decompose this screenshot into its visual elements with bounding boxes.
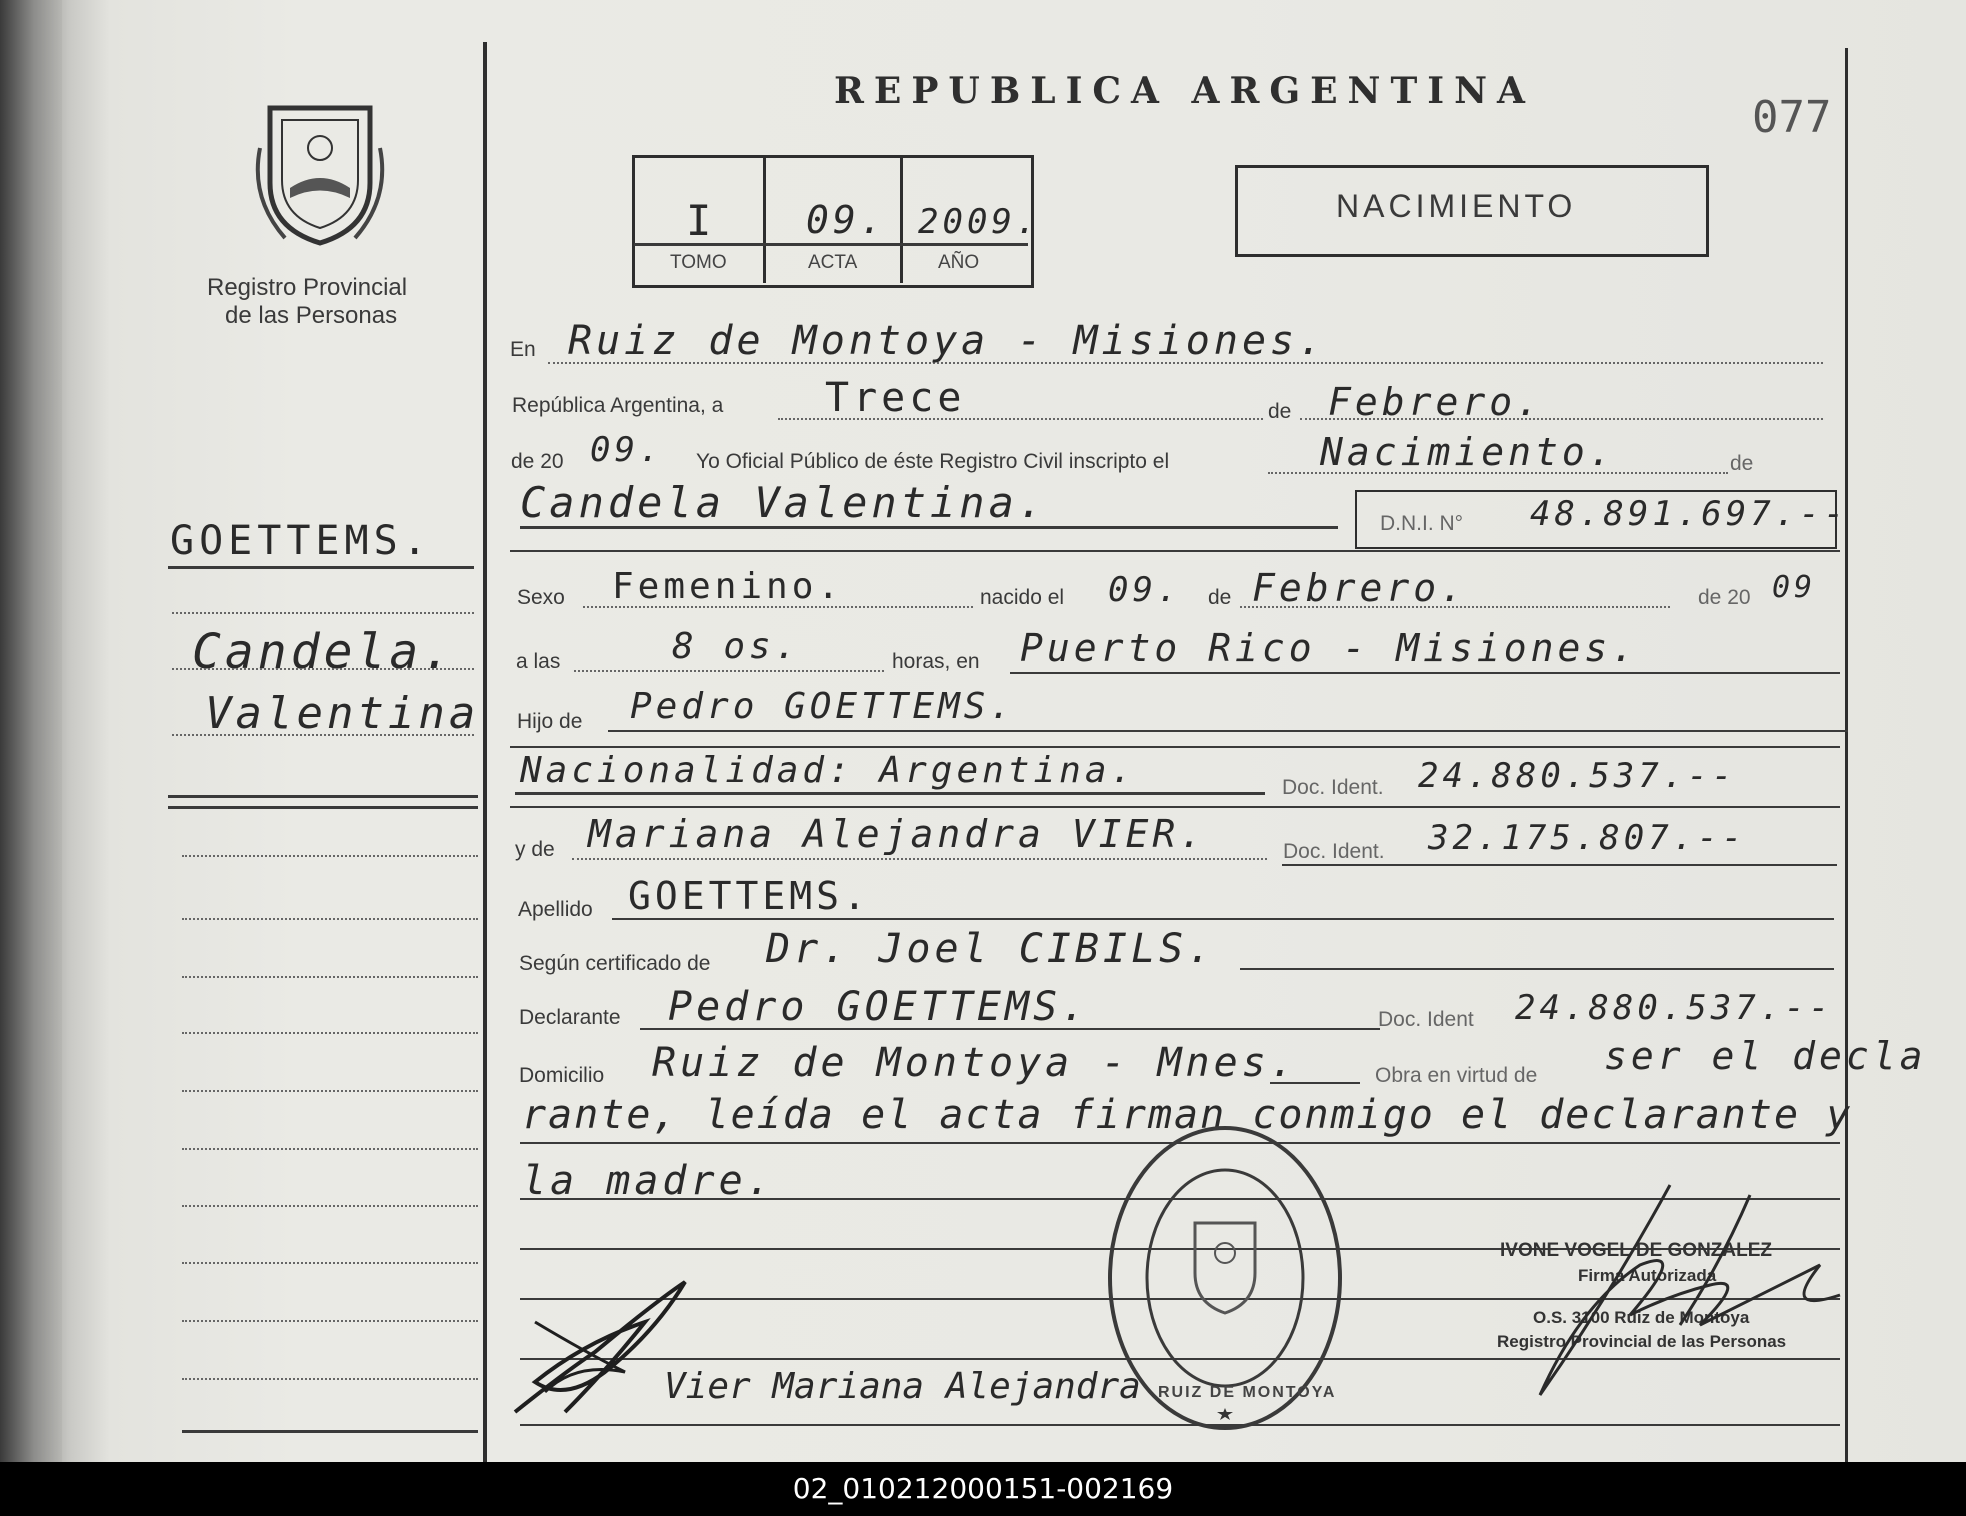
margin-given-name-2: Valentina — [205, 688, 480, 739]
obra-value: ser el decla — [1604, 1034, 1927, 1078]
margin-rule — [182, 1032, 478, 1034]
acta-label: ACTA — [808, 252, 858, 273]
ano-value: 2009. — [918, 202, 1041, 242]
mother-line — [572, 858, 1267, 860]
name-line — [520, 526, 1338, 529]
acta-value: 09. — [806, 198, 887, 242]
registry-name-line1: Registro Provincial — [207, 274, 408, 301]
birth-month-value: Febrero. — [1252, 566, 1468, 610]
record-box-divider — [900, 157, 903, 283]
certificado-value: Dr. Joel CIBILS. — [766, 926, 1216, 972]
margin-rule — [172, 734, 474, 736]
nationality-value: Nacionalidad: Argentina. — [520, 750, 1137, 791]
margin-rule — [172, 668, 474, 670]
country-title: REPUBLICA ARGENTINA — [834, 70, 1535, 112]
margin-rule — [168, 795, 478, 798]
official-registry: Registro Provincial de las Personas — [1497, 1332, 1787, 1351]
image-caption: 02_010212000151-002169 — [0, 1462, 1966, 1516]
declarante-value: Pedro GOETTEMS. — [668, 984, 1090, 1030]
margin-rule — [182, 976, 478, 978]
margin-rule — [182, 1090, 478, 1092]
tomo-label: TOMO — [670, 252, 727, 273]
record-type: NACIMIENTO — [1336, 188, 1577, 224]
birth-year-prefix: de 20 — [1698, 586, 1751, 609]
margin-given-name-1: Candela. — [192, 624, 456, 680]
birth-day-value: 09. — [1108, 570, 1182, 610]
mother-signature: Vier Mariana Alejandra — [664, 1366, 1141, 1407]
margin-rule — [182, 1320, 478, 1322]
a-las-label: a las — [516, 650, 561, 673]
oficial-label: Yo Oficial Público de éste Registro Civil inscripto el — [696, 450, 1170, 473]
month-value: Febrero. — [1328, 380, 1544, 424]
declarante-label: Declarante — [519, 1006, 621, 1029]
father-doc-value: 24.880.537.-- — [1418, 756, 1737, 796]
tomo-value: I — [686, 196, 716, 245]
separator-rule — [510, 550, 1840, 552]
official-signature — [1520, 1175, 1850, 1415]
official-role: Firma Autorizada — [1578, 1266, 1717, 1285]
birth-place-value: Puerto Rico - Misiones. — [1020, 626, 1639, 670]
apellido-label: Apellido — [518, 898, 593, 921]
year-value: 09. — [590, 430, 664, 470]
de-label: de — [1268, 400, 1292, 423]
sexo-label: Sexo — [517, 586, 565, 609]
mother-doc-value: 32.175.807.-- — [1428, 818, 1747, 858]
margin-rule — [182, 1378, 478, 1380]
doc-ident-label-2: Doc. Ident. — [1283, 840, 1385, 863]
separator-rule — [1282, 864, 1837, 866]
obra-continuation-1: rante, leída el acta firman conmigo el declarante y — [522, 1092, 1853, 1138]
sexo-value: Femenino. — [612, 566, 844, 607]
column-divider — [483, 42, 487, 1462]
dni-label: D.N.I. N° — [1380, 512, 1464, 535]
margin-rule — [172, 612, 474, 614]
nationality-line — [515, 792, 1265, 795]
y-de-label: y de — [515, 838, 555, 861]
father-line — [608, 730, 1848, 732]
apellido-value: GOETTEMS. — [628, 874, 870, 918]
certificado-label: Según certificado de — [519, 952, 711, 975]
dni-value: 48.891.697.-- — [1530, 494, 1849, 534]
margin-rule — [168, 806, 478, 809]
margin-rule — [182, 1430, 478, 1433]
obra-label: Obra en virtud de — [1375, 1064, 1538, 1087]
registry-name-line2: de las Personas — [225, 302, 398, 329]
hour-line — [574, 670, 884, 672]
official-office: O.S. 3100 Ruiz de Montoya — [1533, 1308, 1750, 1327]
ano-label: AÑO — [938, 252, 980, 273]
certificado-line — [1240, 968, 1834, 970]
separator-rule — [510, 806, 1840, 808]
day-value: Trece — [825, 375, 966, 421]
margin-rule — [182, 918, 478, 920]
horas-label: horas, en — [892, 650, 980, 673]
hour-value: 8 os. — [672, 626, 801, 667]
father-value: Pedro GOETTEMS. — [630, 686, 1016, 727]
birth-month-line — [1240, 606, 1670, 608]
name-value: Candela Valentina. — [520, 478, 1048, 527]
margin-rule — [182, 1148, 478, 1150]
inscription-value: Nacimiento. — [1320, 430, 1616, 474]
official-name: IVONE VOGEL DE GONZALEZ — [1500, 1240, 1773, 1261]
margin-rule — [168, 566, 474, 569]
place-value: Ruiz de Montoya - Misiones. — [568, 318, 1327, 364]
year-prefix: de 20 — [511, 450, 564, 473]
declarante-doc-value: 24.880.537.-- — [1515, 988, 1834, 1028]
provincial-seal — [240, 88, 400, 248]
margin-rule — [182, 855, 478, 857]
doc-ident-label: Doc. Ident. — [1282, 776, 1384, 799]
birth-year-value: 09 — [1772, 570, 1817, 605]
margin-surname: GOETTEMS. — [170, 518, 432, 564]
declarante-line — [640, 1028, 1380, 1030]
obra-continuation-2: la madre. — [522, 1158, 775, 1204]
domicilio-value: Ruiz de Montoya - Mnes. — [652, 1040, 1298, 1086]
domicilio-label: Domicilio — [519, 1064, 605, 1087]
apellido-line — [612, 918, 1834, 920]
birth-place-line — [1010, 672, 1840, 674]
nacido-label: nacido el — [980, 586, 1065, 609]
en-label: En — [510, 338, 536, 361]
domicilio-line — [1270, 1082, 1360, 1084]
republica-label: República Argentina, a — [512, 394, 724, 417]
stamp-inner-text: RUIZ DE MONTOYA — [1158, 1384, 1337, 1401]
record-box-divider — [763, 157, 766, 283]
de-label-2: de — [1730, 452, 1754, 475]
book-spine — [0, 0, 62, 1462]
hijo-label: Hijo de — [517, 710, 583, 733]
separator-rule — [510, 746, 1840, 748]
doc-ident-label-3: Doc. Ident — [1378, 1008, 1474, 1031]
page-number: 077 — [1752, 92, 1832, 143]
mother-value: Mariana Alejandra VIER. — [588, 812, 1207, 856]
margin-rule — [182, 1205, 478, 1207]
de-label-3: de — [1208, 586, 1232, 609]
margin-rule — [182, 1262, 478, 1264]
